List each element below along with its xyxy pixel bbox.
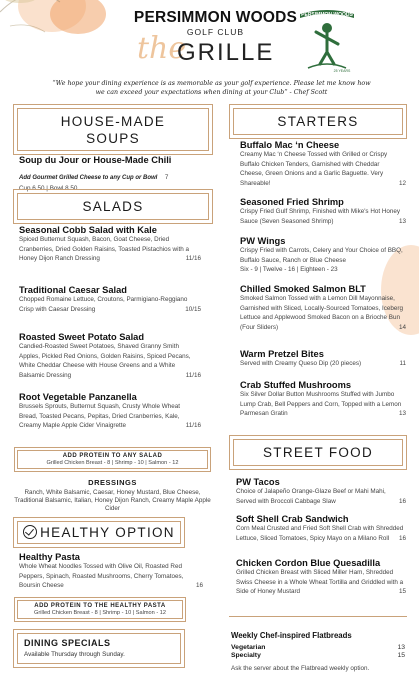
- flatbread-price: 15: [397, 652, 405, 659]
- starter-title: Chilled Smoked Salmon BLT: [240, 284, 366, 294]
- street-food-item: [236, 514, 406, 543]
- logo-years-text: 25 YEARS: [333, 69, 351, 73]
- club-subtitle: GOLF CLUB: [186, 27, 245, 37]
- salad-desc: 10/15 Chopped Romaine Lettuce, Croutons, Parmigiano-Reggiano Crisp with Caesar Dressing: [19, 296, 201, 313]
- salad-desc: 11/16 Spiced Butternut Squash, Bacon, Goat Cheese, Dried Cranberries, Dried Golden Raisins, Toasted Pistachios with a Honey Dijon Ranch Dressing: [19, 236, 201, 263]
- starter-desc: 13 Crispy Fried Gulf Shrimp, Finished with Mike's Hot Honey Sauce (Seven Seasoned Shrimp): [240, 208, 406, 225]
- club-logo-icon: [296, 6, 358, 74]
- menu-header: [0, 0, 419, 100]
- flatbread-price: 13: [397, 644, 405, 651]
- starter-price: 12: [398, 179, 406, 187]
- street-food-heading: STREET FOOD: [233, 439, 403, 466]
- starter-desc: 14 Smoked Salmon Tossed with a Lemon Dill Mayonnaise, Garnished with Sliced, Locally-Sourced Tomatoes, Iceberg Lettuce and Applewood Smoked Bacon on a Brioche Bun (Four Sliders): [240, 295, 406, 331]
- soup-item: [19, 155, 211, 194]
- the-script: the: [137, 31, 187, 66]
- soups-heading-line-1: HOUSE-MADE: [60, 114, 166, 129]
- starter-price: 13: [398, 410, 406, 418]
- flatbread-label: Vegetarian: [231, 644, 266, 651]
- dressings-block: [14, 478, 211, 513]
- flatbread-divider: [229, 616, 407, 617]
- chef-quote-line-1: “We hope your dining experience is as memorable as your golf experience. Please let me know how: [52, 80, 371, 87]
- healthy-heading-box: [13, 517, 185, 548]
- starter-item: [240, 140, 404, 188]
- healthy-pasta-item: [19, 552, 203, 591]
- starter-item: [240, 197, 404, 226]
- flatbreads-block: [231, 631, 405, 674]
- salad-price: 11/16: [185, 371, 201, 379]
- salad-addon-list: Grilled Chicken Breast - 8 | Shrimp - 10 | Salmon - 12: [46, 460, 179, 466]
- salads-heading: SALADS: [17, 193, 209, 220]
- salad-desc: 11/16 Brussels Sprouts, Butternut Squash, Crusty Whole Wheat Bread, Toasted Pecans, Pepitas, Dried Cranberries, Kale, Creamy Maple Apple Cider Vinaigrette: [19, 403, 201, 430]
- starter-price: 14: [398, 323, 406, 331]
- persimmon-illustration-icon: [0, 0, 110, 72]
- flatbreads-note: Ask the server about the Flatbread weekly option.: [231, 665, 370, 672]
- starter-item: [240, 349, 404, 369]
- street-food-desc: 16 Choice of Jalapeño Orange-Glaze Beef or Mahi Mahi, Served with Broccoli Cabbage Slaw: [236, 488, 406, 505]
- salad-title: Root Vegetable Panzanella: [19, 392, 137, 402]
- chef-quote: [24, 79, 399, 97]
- flatbread-row: [231, 652, 405, 659]
- salad-desc: 11/16 Candied-Roasted Sweet Potatoes, Shaved Granny Smith Apples, Pickled Red Onions, Golden Raisins, Spiced Pecans, White Cheddar Cheese with House Greens and a White Balsamic Dressing: [19, 343, 201, 379]
- salad-price: 10/15: [185, 305, 201, 313]
- street-food-item: [236, 477, 406, 506]
- soup-title: Soup du Jour or House-Made Chili: [19, 155, 172, 165]
- salad-title: Seasonal Cobb Salad with Kale: [19, 225, 157, 235]
- salad-addon-title: ADD PROTEIN TO ANY SALAD: [62, 453, 163, 459]
- starter-title: Warm Pretzel Bites: [240, 349, 324, 359]
- healthy-pasta-price: 16: [195, 582, 203, 590]
- starter-title: Crab Stuffed Mushrooms: [240, 380, 352, 390]
- salad-item: [19, 332, 199, 380]
- flatbread-row: [231, 644, 405, 651]
- checkmark-circle-icon: [23, 525, 37, 539]
- starter-desc: Crispy Fried with Carrots, Celery and Your Choice of BBQ, Buffalo Sauce, Ranch or Blue Cheese: [240, 247, 403, 264]
- healthy-heading: HEALTHY OPTION: [40, 525, 175, 540]
- street-food-title: PW Tacos: [236, 477, 280, 487]
- soups-heading-line-2: SOUPS: [86, 131, 140, 146]
- starter-price: 11: [399, 360, 406, 367]
- salad-protein-addon-box: [14, 447, 211, 472]
- healthy-pasta-title: Healthy Pasta: [19, 552, 80, 562]
- healthy-addon-title: ADD PROTEIN TO THE HEALTHY PASTA: [34, 603, 166, 609]
- starter-price: Six - 9 | Twelve - 16 | Eighteen - 23: [240, 266, 338, 274]
- flatbread-label: Specialty: [231, 652, 261, 659]
- club-name: PERSIMMON WOODS: [133, 9, 298, 26]
- street-food-price: 16: [398, 534, 406, 542]
- street-food-price: 15: [398, 588, 406, 596]
- street-food-title: Chicken Cordon Blue Quesadilla: [236, 558, 381, 568]
- salad-title: Roasted Sweet Potato Salad: [19, 332, 145, 342]
- street-food-price: 16: [398, 497, 406, 505]
- starter-item: [240, 284, 404, 332]
- salad-item: [19, 225, 201, 264]
- starter-title: Buffalo Mac ‘n Cheese: [240, 140, 340, 150]
- street-food-desc: 16 Corn Meal Crusted and Fried Soft Shell Crab with Shredded Lettuce, Sliced Tomatoes, Spicy Mayo on a Milano Roll: [236, 525, 406, 542]
- starter-title: PW Wings: [240, 236, 286, 246]
- street-food-item: [236, 558, 406, 597]
- healthy-addon-list: Grilled Chicken Breast - 8 | Shrimp - 10 | Salmon - 12: [34, 610, 166, 616]
- soup-addon-price: 7: [164, 174, 169, 181]
- grille-title: GRILLE: [177, 39, 275, 66]
- starters-heading-box: [229, 104, 407, 139]
- dressings-title: DRESSINGS: [88, 478, 137, 487]
- dining-specials-title: DINING SPECIALS: [24, 638, 111, 648]
- logo-banner-text: PERSIMMON WOODS: [301, 12, 353, 18]
- starter-price: 13: [398, 217, 406, 225]
- dining-specials-text: Available Thursday through Sunday.: [24, 651, 125, 658]
- salad-item: [19, 392, 201, 431]
- soup-addon-note: Add Gourmet Grilled Cheese to any Cup or Bowl: [19, 175, 158, 181]
- street-food-title: Soft Shell Crab Sandwich: [236, 514, 349, 524]
- street-food-heading-box: [229, 435, 407, 470]
- salads-heading-box: [13, 189, 213, 224]
- brand-block: [133, 9, 298, 66]
- healthy-protein-addon-box: [14, 597, 186, 622]
- soup-prices: Cup 6.50 | Bowl 8.50: [19, 185, 78, 192]
- starter-item: [240, 236, 404, 275]
- starters-heading: STARTERS: [233, 108, 403, 135]
- street-food-desc: 15 Grilled Chicken Breast with Sliced Miller Ham, Shredded Swiss Cheese in a Whole Wheat Tortilla and Griddled with a Side of Honey Mustard: [236, 569, 406, 596]
- starter-item: [240, 380, 404, 419]
- soups-heading-box: [13, 104, 213, 155]
- starter-desc: 12 Creamy Mac ‘n Cheese Tossed with Grilled or Crispy Buffalo Chicken Tenders, Garnished with Cheddar Cheese, Green Onions and a Garlic Baguette. Very Shareable!: [240, 151, 406, 187]
- salad-item: [19, 285, 201, 314]
- salad-title: Traditional Caesar Salad: [19, 285, 127, 295]
- dining-specials-box: [13, 629, 185, 668]
- dressings-list: Ranch, White Balsamic, Caesar, Honey Mustard, Blue Cheese, Traditional Balsamic, Italian, Honey Dijon Ranch, Creamy Maple Apple Cider: [14, 489, 211, 512]
- flatbreads-title: Weekly Chef-inspired Flatbreads: [231, 631, 352, 640]
- salad-price: 11/16: [185, 422, 201, 430]
- starter-title: Seasoned Fried Shrimp: [240, 197, 344, 207]
- starter-desc: 13 Six Silver Dollar Button Mushrooms Stuffed with Jumbo Lump Crab, Bell Peppers and Corn, Topped with a Lemon Parmesan Gratin: [240, 391, 406, 418]
- starter-desc: 11 Served with Creamy Queso Dip (20 pieces): [240, 360, 406, 367]
- healthy-pasta-desc: 16 Whole Wheat Noodles Tossed with Olive Oil, Roasted Red Peppers, Spinach, Roasted Mushrooms, Cherry Tomatoes, Boursin Cheese: [19, 563, 203, 590]
- chef-quote-line-2: we can exceed your expectations when dining at your Club” - Chef Scott: [95, 89, 328, 96]
- salad-price: 11/16: [185, 255, 201, 263]
